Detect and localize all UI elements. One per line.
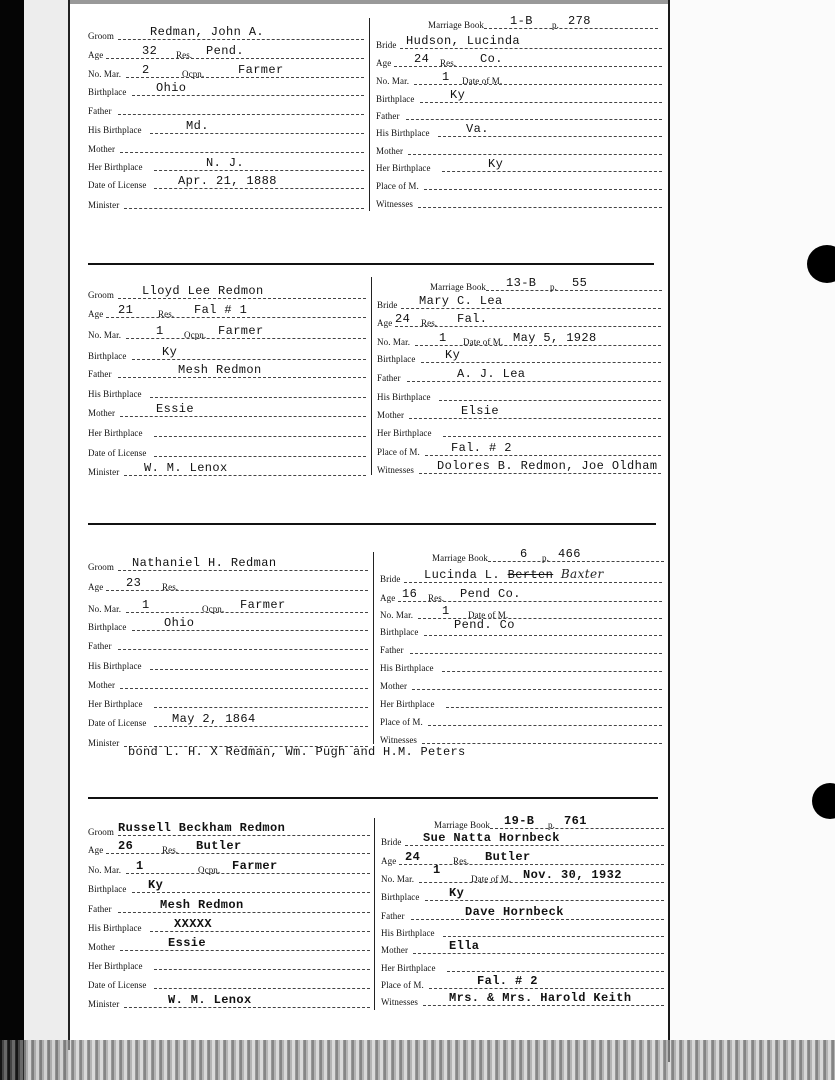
bride-name: Lucinda L. Berten Baxter — [424, 567, 604, 582]
bride-name-row: Bride Hudson, Lucinda — [376, 33, 662, 51]
bride-her-birthplace-row: Her Birthplace — [381, 956, 664, 974]
bride-birthplace-row: Birthplace Ky — [376, 87, 662, 105]
card-top-edge — [70, 0, 668, 4]
groom-license-row: Date of License — [88, 441, 366, 459]
groom-minister-row: Minister — [88, 193, 364, 211]
groom-birthplace-row: Birthplace Ohio — [88, 615, 368, 633]
bride-father-row: Father Dave Hornbeck — [381, 904, 664, 922]
bride-witnesses: Dolores B. Redmon, Joe Oldham — [437, 459, 658, 473]
bride-place-of-m: Fal. # 2 — [477, 974, 538, 988]
groom-birthplace-row: Birthplace Ohio — [88, 80, 364, 98]
bride-mother-row: Mother — [376, 139, 662, 157]
groom-mother-row: Mother Essie — [88, 935, 370, 953]
groom-birthplace-row: Birthplace Ky — [88, 344, 366, 362]
bride-place-of-m: Fal. # 2 — [451, 441, 512, 455]
bride-nomar-row: No. Mar. 1 Date of M. — [380, 603, 662, 621]
bride-res: Butler — [485, 850, 531, 864]
bride-res: Fal. — [457, 312, 488, 326]
groom-age: 32 — [142, 44, 158, 58]
marriage-page: 278 — [568, 14, 591, 28]
groom-father-row: Father Mesh Redmon — [88, 362, 366, 380]
groom-his-birthplace-row: His Birthplace XXXXX — [88, 916, 370, 934]
bride-nomar-row: No. Mar. 1 Date of M. — [376, 69, 662, 87]
groom-mother: Essie — [168, 936, 207, 950]
bride-her-birthplace-row: Her Birthplace Ky — [376, 156, 662, 174]
bride-age: 24 — [414, 52, 430, 66]
groom-father-row: Father — [88, 99, 364, 117]
marriage-book-row: Marriage Book 19-B p. 761 — [434, 813, 664, 831]
groom-no-mar: 1 — [156, 324, 164, 338]
marriage-book: 13-B — [506, 276, 537, 290]
bride-father: Dave Hornbeck — [465, 905, 564, 919]
groom-name: Russell Beckham Redmon — [118, 821, 286, 835]
groom-birthplace-row: Birthplace Ky — [88, 877, 370, 895]
bride-name: Hudson, Lucinda — [406, 34, 521, 48]
bride-nomar-row: No. Mar. 1 Date of M. May 5, 1928 — [377, 330, 661, 348]
groom-name-row: Groom Nathaniel H. Redman — [88, 555, 368, 573]
groom-his-birthplace-row: His Birthplace — [88, 654, 368, 672]
bride-father-row: Father A. J. Lea — [377, 366, 661, 384]
groom-license-row: Date of License — [88, 973, 370, 991]
groom-father-row: Father Mesh Redmon — [88, 897, 370, 915]
bride-place-row: Place of M. Fal. # 2 — [377, 440, 661, 458]
bride-mother-row: Mother Ella — [381, 938, 664, 956]
groom-res: Pend. — [206, 44, 245, 58]
groom-mother-row: Mother — [88, 673, 368, 691]
groom-age-row: Age 26 Res. Butler — [88, 838, 370, 856]
bride-age-row: Age 24 Res. Co. — [376, 51, 662, 69]
groom-age-row: Age 32 Res. Pend. — [88, 43, 364, 61]
groom-ocpn: Farmer — [232, 859, 278, 873]
bride-no-mar: 1 — [439, 331, 447, 345]
bride-age: 24 — [395, 312, 411, 326]
groom-minister-row: Minister W. M. Lenox — [88, 992, 370, 1010]
bride-place-row: Place of M. — [380, 710, 662, 728]
groom-his-birthplace-row: His Birthplace Md. — [88, 118, 364, 136]
groom-license-row: Date of License Apr. 21, 1888 — [88, 173, 364, 191]
card-border-right — [668, 0, 670, 1062]
bride-birthplace-row: Birthplace Ky — [381, 885, 664, 903]
groom-father: Mesh Redmon — [160, 898, 244, 912]
bride-witnesses-row: Witnesses — [380, 728, 662, 746]
groom-name-row — [88, 24, 364, 42]
film-margin-left — [24, 0, 69, 1080]
groom-no-mar: 2 — [142, 63, 150, 77]
groom-name-row: Groom Russell Beckham Redmon — [88, 820, 370, 838]
bride-no-mar: 1 — [442, 604, 450, 618]
card-separator-1 — [88, 263, 654, 265]
bride-her-birthplace: Ky — [488, 157, 504, 171]
bride-age-row: Age 24 Res. Fal. — [377, 311, 661, 329]
film-margin-right — [670, 0, 835, 1080]
bride-birthplace: Ky — [445, 348, 461, 362]
bride-her-birthplace-row: Her Birthplace — [380, 692, 662, 710]
groom-nomar-row: No. Mar. 2 Ocpn. Farmer — [88, 62, 364, 80]
groom-his-birthplace: Md. — [186, 119, 209, 133]
groom-age: 26 — [118, 839, 134, 853]
groom-name: Redman, John A. — [150, 25, 265, 39]
bride-mother: Ella — [449, 939, 480, 953]
card-separator-2 — [88, 523, 656, 525]
bride-name-row: Bride Sue Natta Hornbeck — [381, 830, 664, 848]
bride-place-row: Place of M. — [376, 174, 662, 192]
bride-birthplace: Pend. Co — [454, 618, 515, 632]
groom-no-mar: 1 — [136, 859, 144, 873]
bride-his-birthplace-row: His Birthplace — [380, 656, 662, 674]
card-border-left — [68, 0, 70, 1050]
bride-age-row: Age 16 Res. Pend Co. — [380, 586, 662, 604]
groom-mother-row: Mother — [88, 137, 364, 155]
groom-age-row: Age 21 Res. Fal # 1 — [88, 302, 366, 320]
marriage-book: 1-B — [510, 14, 533, 28]
groom-nomar-row: No. Mar. 1 Ocpn. Farmer — [88, 597, 368, 615]
groom-her-birthplace-row: Her Birthplace — [88, 692, 368, 710]
groom-mother-row: Mother Essie — [88, 401, 366, 419]
groom-ocpn: Farmer — [238, 63, 284, 77]
bride-no-mar: 1 — [442, 70, 450, 84]
bride-her-birthplace-row: Her Birthplace — [377, 421, 661, 439]
groom-her-birthplace-row: Her Birthplace — [88, 954, 370, 972]
bride-witnesses-row: Witnesses — [376, 192, 662, 210]
bride-birthplace-row: Birthplace Ky — [377, 347, 661, 365]
bride-res: Co. — [480, 52, 503, 66]
bride-no-mar: 1 — [433, 863, 441, 877]
bride-res: Pend Co. — [460, 587, 521, 601]
bond-note: bond L. H. X Redman, Wm. Pugh and H.M. Peters — [128, 745, 466, 759]
bride-his-birthplace: Va. — [466, 122, 489, 136]
groom-age: 21 — [118, 303, 134, 317]
groom-no-mar: 1 — [142, 598, 150, 612]
groom-ocpn: Farmer — [218, 324, 264, 338]
bride-his-birthplace-row: His Birthplace Va. — [376, 121, 662, 139]
marriage-page: 761 — [564, 814, 587, 828]
groom-minister-row: Minister — [88, 731, 368, 749]
film-noise-bottom — [0, 1040, 835, 1080]
bride-name-handwritten: Baxter — [560, 567, 604, 581]
groom-age-row: Age 23 Res. — [88, 575, 368, 593]
groom-license-row: Date of License May 2, 1864 — [88, 711, 368, 729]
bride-mother-row: Mother Elsie — [377, 403, 661, 421]
marriage-book-row: Marriage Book 13-B p. 55 — [430, 275, 662, 293]
bride-age: 16 — [402, 587, 418, 601]
card-divider-4 — [374, 818, 375, 1010]
bride-witnesses-row: Witnesses Dolores B. Redmon, Joe Oldham — [377, 458, 661, 476]
bride-father-row: Father — [380, 638, 662, 656]
card-divider-3 — [373, 552, 374, 744]
marriage-book: 19-B — [504, 814, 535, 828]
groom-name: Lloyd Lee Redmon — [142, 284, 264, 298]
groom-date-of-license: May 2, 1864 — [172, 712, 256, 726]
bride-mother-row: Mother — [380, 674, 662, 692]
marriage-page: 466 — [558, 547, 581, 561]
groom-his-birthplace-row: His Birthplace — [88, 382, 366, 400]
bride-his-birthplace-row: His Birthplace — [377, 385, 661, 403]
groom-nomar-row: No. Mar. 1 Ocpn. Farmer — [88, 323, 366, 341]
groom-father: Mesh Redmon — [178, 363, 262, 377]
groom-her-birthplace-row: Her Birthplace N. J. — [88, 155, 364, 173]
groom-minister: W. M. Lenox — [168, 993, 252, 1007]
bride-father-row: Father — [376, 104, 662, 122]
bride-witnesses: Mrs. & Mrs. Harold Keith — [449, 991, 632, 1005]
card-divider-2 — [371, 277, 372, 475]
bride-nomar-row: No. Mar. 1 Date of M. Nov. 30, 1932 — [381, 867, 664, 885]
card-separator-3 — [88, 797, 658, 799]
bride-date-of-m: May 5, 1928 — [513, 331, 597, 345]
bride-place-row: Place of M. Fal. # 2 — [381, 973, 664, 991]
marriage-page: 55 — [572, 276, 588, 290]
groom-res: Butler — [196, 839, 242, 853]
groom-label: Groom — [88, 31, 114, 41]
groom-mother: Essie — [156, 402, 195, 416]
groom-father-row: Father — [88, 634, 368, 652]
groom-minister-row: Minister W. M. Lenox — [88, 460, 366, 478]
groom-ocpn: Farmer — [240, 598, 286, 612]
groom-his-birthplace: XXXXX — [174, 917, 213, 931]
bride-name-row: Bride Lucinda L. Berten Baxter — [380, 567, 662, 585]
bride-mother: Elsie — [461, 404, 500, 418]
bride-age: 24 — [405, 850, 421, 864]
groom-res: Fal # 1 — [194, 303, 248, 317]
groom-birthplace: Ky — [162, 345, 178, 359]
groom-name-row: Groom Lloyd Lee Redmon — [88, 283, 366, 301]
groom-her-birthplace-row: Her Birthplace — [88, 421, 366, 439]
bride-witnesses-row: Witnesses Mrs. & Mrs. Harold Keith — [381, 990, 664, 1008]
marriage-book: 6 — [520, 547, 528, 561]
marriage-book-row: Marriage Book 6 p. 466 — [432, 546, 664, 564]
bride-birthplace-row: Birthplace Pend. Co — [380, 620, 662, 638]
bride-father: A. J. Lea — [457, 367, 526, 381]
groom-birthplace: Ky — [148, 878, 164, 892]
bride-date-of-m: Nov. 30, 1932 — [523, 868, 622, 882]
bride-age-row: Age 24 Res. Butler — [381, 849, 664, 867]
bride-birthplace: Ky — [449, 886, 465, 900]
film-edge-left — [0, 0, 24, 1080]
bride-name-row: Bride Mary C. Lea — [377, 293, 661, 311]
marriage-book-row: Marriage Book 1-B p. 278 — [428, 13, 658, 31]
bride-name: Mary C. Lea — [419, 294, 503, 308]
bride-his-birthplace-row: His Birthplace — [381, 921, 664, 939]
groom-nomar-row: No. Mar. 1 Ocpn. Farmer — [88, 858, 370, 876]
groom-birthplace: Ohio — [164, 616, 195, 630]
groom-her-birthplace: N. J. — [206, 156, 245, 170]
groom-name: Nathaniel H. Redman — [132, 556, 277, 570]
groom-minister: W. M. Lenox — [144, 461, 228, 475]
groom-date-of-license: Apr. 21, 1888 — [178, 174, 277, 188]
groom-age: 23 — [126, 576, 142, 590]
bride-birthplace: Ky — [450, 88, 466, 102]
bride-name: Sue Natta Hornbeck — [423, 831, 560, 845]
bride-name-struck: Berten — [507, 568, 554, 582]
groom-birthplace: Ohio — [156, 81, 187, 95]
card-divider-1 — [369, 18, 370, 211]
